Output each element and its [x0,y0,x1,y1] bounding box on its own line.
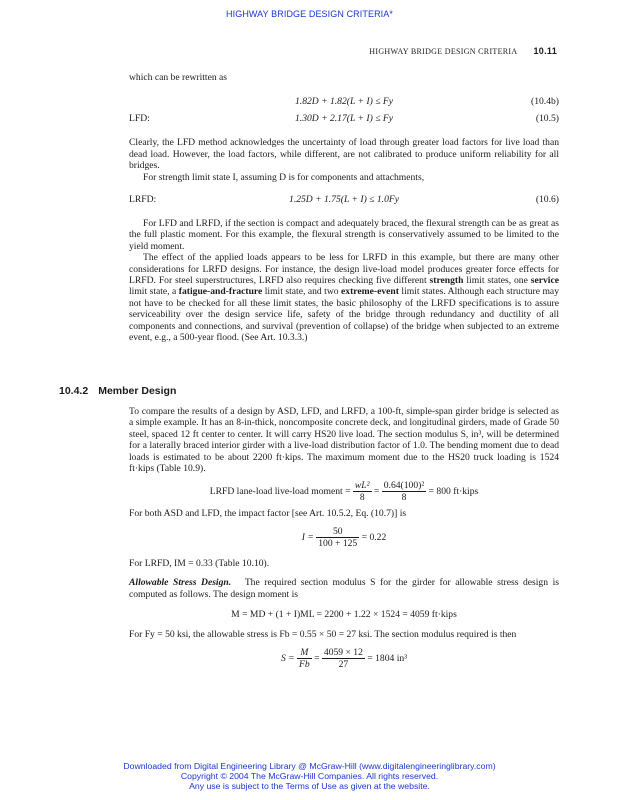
page-banner: HIGHWAY BRIDGE DESIGN CRITERIA* [226,9,393,19]
fraction: $\frac{50}{100 + 125}$ [318,525,358,549]
paragraph-limit-states: The effect of the applied loads appears to be less for LRFD in this example, but there are many other considerations for LRFD designs. For instance, the design live-load model produces greater force effects for LRFD. For steel superstructures, LRFD also requires checking five different strength limit states, one service limit state, a fatigue-and-fracture limit state, and two extreme-event limit states. Although each structure may not have to be checked for all these limit states, the basic philosophy of the LRFD specifications is to assure serviceability over the design service life, safety of the bridge through redundancy and ductility of all components and connections, and survival (prevention of collapse) of the bridge when subjected to an extreme event, e.g., a 500-year flood. (See Art. 10.3.3.) [129,252,559,344]
equation-impact [129,526,559,550]
equation-10-4b [129,96,559,109]
equation-design-moment: M = MD + (1 + I)ML = 2200 + 1.22 × 1524 = 4059 ft·kips [231,609,457,621]
asd-heading: Allowable Stress Design. [129,577,232,589]
term-extreme-event: extreme-event [341,286,399,298]
equation-number: (10.5) [535,113,559,125]
paragraph: For Fy = 50 ksi, the allowable stress is Fb = 0.55 × 50 = 27 ksi. The section modulus required is then [129,629,517,641]
term-strength: strength [429,275,464,287]
footer-line[interactable]: Downloaded from Digital Engineering Library @ McGraw-Hill (www.digitalengineeringlibrary.com) [123,761,496,771]
equation-number: (10.4b) [531,96,559,108]
section-heading [59,385,176,397]
paragraph: For LRFD, IM = 0.33 (Table 10.10). [129,557,270,569]
term-fatigue: fatigue-and-fracture [178,286,263,298]
fraction: $\frac{4059 \times 12}{27}$ [323,646,363,670]
paragraph: For LFD and LRFD, if the section is compact and adequately braced, the flexural strength can be as great as the full plastic moment. For this example, the flexural strength is conservatively assumed to be limited to the yield moment. [129,218,559,252]
equation-result: = 0.22 [361,532,387,544]
equation-label: LRFD lane-load live-load moment = [209,486,351,498]
page-number: 10.11 [533,46,557,56]
equation-10-6 [129,194,559,207]
paragraph: Clearly, the LFD method acknowledges the uncertainty of load through greater load factors for live load than dead load. However, the load factors, while different, are not calibrated to produce uniform reliability for all bridges. [129,137,559,172]
equation-section-modulus: S = $\frac{M}{Fb}$ = $\frac{4059 \times 12}{27}$ = 1804 in³ [280,646,408,670]
running-head [369,46,557,56]
download-footer [0,762,619,791]
equation-label: LFD: [129,113,150,125]
footer-line: Any use is subject to the Terms of Use as given at the website. [189,780,430,791]
equation-10-5 [129,113,559,126]
section-body [129,406,559,671]
equation-label: LRFD: [129,194,157,206]
fraction: $\frac{M}{Fb}$ [299,646,310,670]
equation-number: (10.6) [535,194,559,206]
equation-lhs: I = [301,532,314,544]
running-head-title: HIGHWAY BRIDGE DESIGN CRITERIA [369,47,518,56]
paragraph: For strength limit state I, assuming D is for components and attachments, [143,171,425,183]
fraction: $\frac{\text{0.64(100)²}}{8}$ [383,480,425,504]
equation-expression: 1.82D + 1.82(L + I) ≤ Fy [295,96,393,108]
intro-text: which can be rewritten as [129,72,228,83]
section-number: 10.4.2 [59,385,89,397]
page-body [129,72,559,344]
equation-expression: 1.30D + 2.17(L + I) ≤ Fy [295,113,393,125]
footer-line: Copyright © 2004 The McGraw-Hill Companies. All rights reserved. [180,770,439,781]
term-service: service [530,275,559,287]
paragraph-asd: Allowable Stress Design. The required section modulus S for the girder for allowable stress design is computed as follows. The design moment is [129,577,559,600]
paragraph: For both ASD and LFD, the impact factor [see Art. 10.5.2, Eq. (10.7)] is [129,508,407,520]
equation-lhs: S = [280,653,295,665]
paragraph: To compare the results of a design by ASD, LFD, and LRFD, a 100-ft, simple-span girder bridge is selected as a simple example. It has an 8-in-thick, noncomposite concrete deck, and longitudinal girders, made of Grade 50 steel, spaced 12 ft center to center. It will carry HS20 live load. The section modulus S, in³, will be determined for a laterally braced interior girder with a live-load distribution factor of 1.0. The bending moment due to dead loads is estimated to be about 2200 ft·kips. The maximum moment due to the HS20 truck loading is 1524 ft·kips (Table 10.9). [129,406,559,475]
equation-result: = 800 ft·kips [428,486,479,498]
equation-expression: 1.25D + 1.75(L + I) ≤ 1.0Fy [289,194,399,206]
equation-lane-load: LRFD lane-load live-load moment = $\frac{\text{wL²}}{8}$ = $\frac{\text{0.64(100)²}}{8}$ = 800 ft·kips [209,480,479,504]
fraction: $\frac{\text{wL²}}{8}$ [354,480,370,504]
equation-result: = 1804 in³ [367,653,408,665]
section-title: Member Design [98,385,177,397]
